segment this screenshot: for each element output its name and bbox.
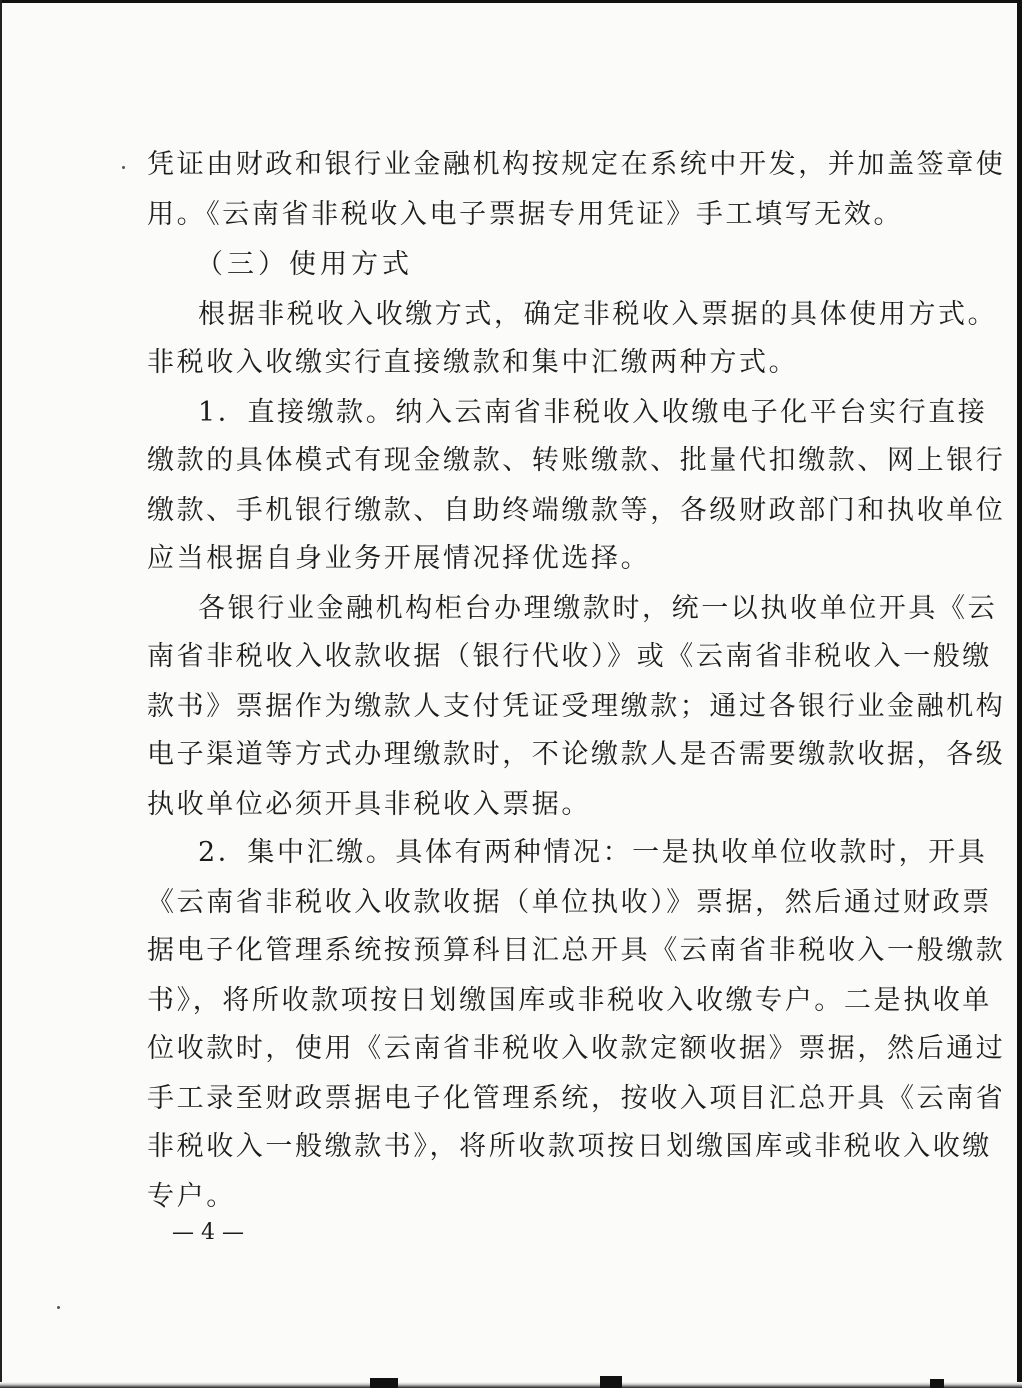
text-line: 书》，将所收款项按日划缴国库或非税收入收缴专户。二是执收单: [147, 985, 992, 1016]
text-line: 缴款、手机银行缴款、自助终端缴款等，各级财政部门和执收单位: [147, 495, 1006, 526]
text-line: 南省非税收入收款收据（银行代收）》或《云南省非税收入一般缴: [147, 641, 992, 672]
scan-speck: [122, 166, 125, 169]
text-line: 《云南省非税收入收款收据（单位执收）》票据，然后通过财政票: [147, 887, 992, 918]
text-line: 专户。: [147, 1181, 236, 1212]
page-number: — 4 —: [172, 1220, 244, 1245]
scan-artifact: [930, 1379, 944, 1388]
text-line: 手工录至财政票据电子化管理系统，按收入项目汇总开具《云南省: [147, 1083, 1006, 1114]
text-line: 非税收入收缴实行直接缴款和集中汇缴两种方式。: [147, 347, 799, 378]
section-heading: （三）使用方式: [196, 249, 413, 280]
scan-edge-right: [1017, 0, 1022, 1388]
text-line: 缴款的具体模式有现金缴款、转账缴款、批量代扣缴款、网上银行: [147, 445, 1006, 476]
text-line: 2．集中汇缴。具体有两种情况：一是执收单位收款时，开具: [198, 837, 988, 868]
scan-artifact: [370, 1378, 398, 1388]
text-line: 根据非税收入收缴方式，确定非税收入票据的具体使用方式。: [198, 299, 998, 330]
scan-artifact: [600, 1376, 622, 1388]
text-line: 电子渠道等方式办理缴款时，不论缴款人是否需要缴款收据，各级: [147, 739, 1006, 770]
text-line: 应当根据自身业务开展情况择优选择。: [147, 543, 651, 574]
scan-edge-bottom: [0, 1382, 1022, 1388]
text-line: 位收款时，使用《云南省非税收入收款定额收据》票据，然后通过: [147, 1033, 1006, 1064]
text-line: 用。《云南省非税收入电子票据专用凭证》手工填写无效。: [147, 199, 904, 230]
text-line: 据电子化管理系统按预算科目汇总开具《云南省非税收入一般缴款: [147, 935, 1006, 966]
text-line: 各银行业金融机构柜台办理缴款时，统一以执收单位开具《云: [198, 593, 998, 624]
text-line: 凭证由财政和银行业金融机构按规定在系统中开发，并加盖签章使: [147, 149, 1006, 180]
scan-speck: [57, 1306, 60, 1309]
scan-edge-left: [0, 0, 2, 1388]
scan-edge-top: [0, 0, 1022, 3]
text-line: 款书》票据作为缴款人支付凭证受理缴款；通过各银行业金融机构: [147, 691, 1006, 722]
text-line: 非税收入一般缴款书》，将所收款项按日划缴国库或非税收入收缴: [147, 1131, 992, 1162]
text-line: 1．直接缴款。纳入云南省非税收入收缴电子化平台实行直接: [198, 397, 988, 428]
text-line: 执收单位必须开具非税收入票据。: [147, 789, 591, 820]
